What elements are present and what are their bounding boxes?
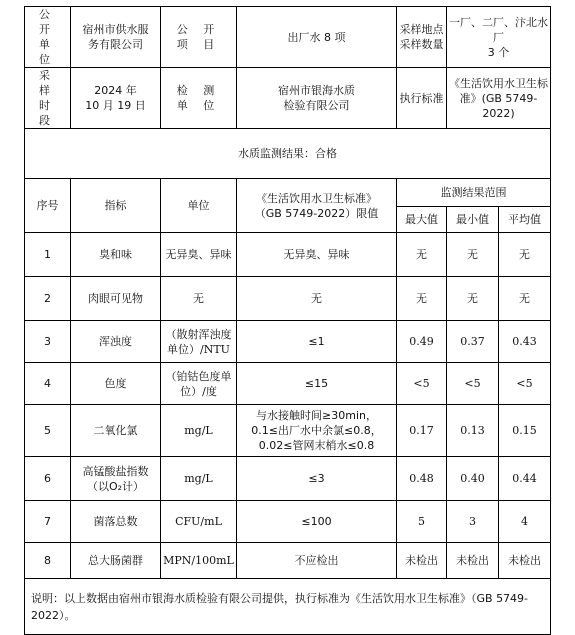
- table-row: [25, 501, 551, 543]
- cell-item: 总大肠菌群: [71, 543, 161, 579]
- cell-item: 臭和味: [71, 233, 161, 277]
- cell-no: 1: [25, 233, 71, 277]
- header-limit: 《生活饮用水卫生标准》 （GB 5749-2022）限值: [237, 179, 397, 233]
- table-row: [25, 579, 551, 635]
- table-row: [25, 179, 551, 207]
- cell-limit: 无异臭、异味: [237, 233, 397, 277]
- cell-max: 0.48: [397, 457, 447, 501]
- cell-avg: <5: [499, 363, 551, 405]
- cell-limit: 与水接触时间≥30min， 0.1≤出厂水中余氯≤0.8， 0.02≤管网末梢水≤0.8: [237, 405, 397, 457]
- table-row: [25, 68, 551, 129]
- cell-unit: MPN/100mL: [161, 543, 237, 579]
- cell-item: 二氧化氯: [71, 405, 161, 457]
- table-row: [25, 457, 551, 501]
- table-row: [25, 7, 551, 68]
- table-row: [25, 363, 551, 405]
- cell-avg: 未检出: [499, 543, 551, 579]
- cell-limit: ≤1: [237, 321, 397, 363]
- info-value: 宿州市银海水质 检验有限公司: [237, 68, 397, 129]
- cell-item: 浑浊度: [71, 321, 161, 363]
- cell-max: 5: [397, 501, 447, 543]
- cell-limit: 无: [237, 277, 397, 321]
- header-no: 序号: [25, 179, 71, 233]
- cell-unit: mg/L: [161, 405, 237, 457]
- header-unit: 单位: [161, 179, 237, 233]
- info-label: 执行标准: [397, 68, 447, 129]
- info-value: 《生活饮用水卫生标 准》(GB 5749-2022): [447, 68, 551, 129]
- cell-unit: 无: [161, 277, 237, 321]
- cell-max: 无: [397, 277, 447, 321]
- table-row: [25, 543, 551, 579]
- header-max: 最大值: [397, 207, 447, 233]
- cell-avg: 0.15: [499, 405, 551, 457]
- info-value: 宿州市供水服 务有限公司: [71, 7, 161, 68]
- header-item: 指标: [71, 179, 161, 233]
- cell-unit: （铂钴色度单 位）/度: [161, 363, 237, 405]
- info-label: 采样地点 采样数量: [397, 7, 447, 68]
- cell-min: 无: [447, 277, 499, 321]
- info-label: 采 样 时 段: [25, 68, 71, 129]
- cell-min: 无: [447, 233, 499, 277]
- cell-unit: mg/L: [161, 457, 237, 501]
- cell-no: 3: [25, 321, 71, 363]
- info-value: 2024 年 10 月 19 日: [71, 68, 161, 129]
- header-min: 最小值: [447, 207, 499, 233]
- cell-max: 未检出: [397, 543, 447, 579]
- cell-item: 高锰酸盐指数 （以O₂计）: [71, 457, 161, 501]
- cell-item: 色度: [71, 363, 161, 405]
- water-quality-report-table: [24, 6, 551, 635]
- cell-item: 菌落总数: [71, 501, 161, 543]
- cell-no: 7: [25, 501, 71, 543]
- table-row: [25, 233, 551, 277]
- info-label: 公 开 单 位: [25, 7, 71, 68]
- table-row: [25, 129, 551, 179]
- info-label: 公 开 项 目: [161, 7, 237, 68]
- cell-unit: （散射浑浊度 单位）/NTU: [161, 321, 237, 363]
- cell-no: 5: [25, 405, 71, 457]
- header-range: 监测结果范围: [397, 179, 551, 207]
- cell-avg: 无: [499, 233, 551, 277]
- cell-min: 0.40: [447, 457, 499, 501]
- cell-min: 0.13: [447, 405, 499, 457]
- cell-limit: 不应检出: [237, 543, 397, 579]
- cell-min: 3: [447, 501, 499, 543]
- table-row: [25, 277, 551, 321]
- cell-min: 未检出: [447, 543, 499, 579]
- cell-min: 0.37: [447, 321, 499, 363]
- cell-unit: CFU/mL: [161, 501, 237, 543]
- header-avg: 平均值: [499, 207, 551, 233]
- cell-no: 2: [25, 277, 71, 321]
- cell-limit: ≤100: [237, 501, 397, 543]
- info-value: 出厂水 8 项: [237, 7, 397, 68]
- cell-avg: 4: [499, 501, 551, 543]
- info-value: 一厂、二厂、汴北水厂 3 个: [447, 7, 551, 68]
- table-row: [25, 405, 551, 457]
- cell-no: 8: [25, 543, 71, 579]
- cell-no: 6: [25, 457, 71, 501]
- cell-max: 无: [397, 233, 447, 277]
- cell-max: <5: [397, 363, 447, 405]
- cell-min: <5: [447, 363, 499, 405]
- cell-item: 肉眼可见物: [71, 277, 161, 321]
- cell-unit: 无异臭、异味: [161, 233, 237, 277]
- cell-avg: 0.44: [499, 457, 551, 501]
- cell-max: 0.49: [397, 321, 447, 363]
- cell-limit: ≤15: [237, 363, 397, 405]
- footnote: 说明：以上数据由宿州市银海水质检验有限公司提供，执行标准为《生活饮用水卫生标准》（GB 5749-2022）。: [25, 579, 551, 635]
- cell-max: 0.17: [397, 405, 447, 457]
- info-label: 检 测 单 位: [161, 68, 237, 129]
- table-row: [25, 321, 551, 363]
- cell-avg: 0.43: [499, 321, 551, 363]
- cell-limit: ≤3: [237, 457, 397, 501]
- result-text: 水质监测结果：合格: [25, 129, 551, 179]
- cell-avg: 无: [499, 277, 551, 321]
- cell-no: 4: [25, 363, 71, 405]
